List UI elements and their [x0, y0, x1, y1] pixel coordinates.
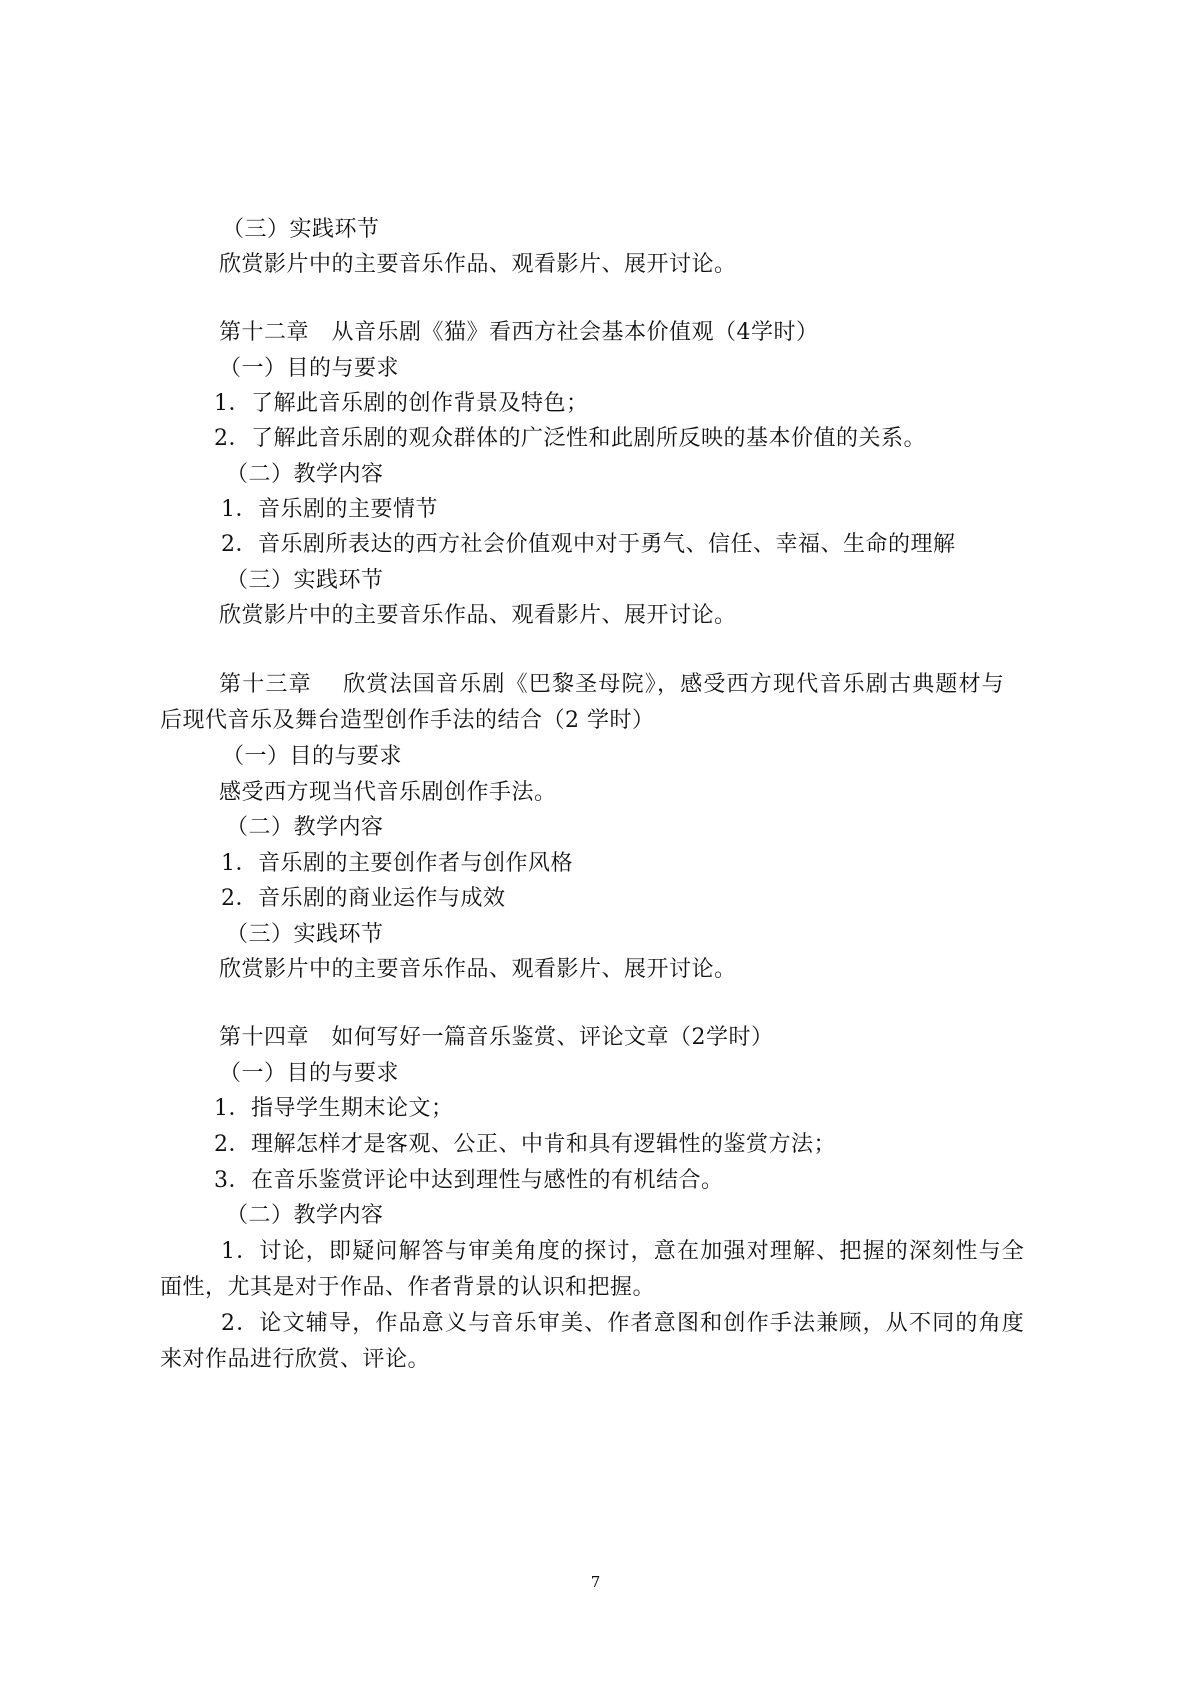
section-heading: （二）教学内容 [226, 1203, 384, 1228]
body-line: 1．音乐剧的主要创作者与创作风格 [221, 851, 573, 876]
body-line: 2．理解怎样才是客观、公正、中肯和具有逻辑性的鉴赏方法； [214, 1132, 836, 1157]
page-number: 7 [590, 1573, 601, 1591]
body-line: 欣赏影片中的主要音乐作品、观看影片、展开讨论。 [219, 957, 737, 982]
body-line: 欣赏影片中的主要音乐作品、观看影片、展开讨论。 [219, 603, 737, 628]
body-line: 3．在音乐鉴赏评论中达到理性与感性的有机结合。 [214, 1168, 724, 1193]
section-heading: （三）实践环节 [226, 568, 384, 593]
body-line: 1．了解此音乐剧的创作背景及特色； [214, 391, 589, 416]
chapter-title-continued: 后现代音乐及舞台造型创作手法的结合（2 学时） [160, 708, 655, 733]
body-line: 感受西方现当代音乐剧创作手法。 [219, 780, 557, 805]
body-line: 1．讨论，即疑问解答与审美角度的探讨，意在加强对理解、把握的深刻性与全 [221, 1239, 1025, 1264]
body-line: 2．了解此音乐剧的观众群体的广泛性和此剧所反映的基本价值的关系。 [214, 426, 926, 451]
chapter-title: 第十三章 欣赏法国音乐剧《巴黎圣母院》，感受西方现代音乐剧古典题材与 [219, 672, 1005, 697]
body-line: 2．音乐剧的商业运作与成效 [221, 886, 506, 911]
body-line: 欣赏影片中的主要音乐作品、观看影片、展开讨论。 [219, 252, 737, 277]
chapter-title: 第十二章 从音乐剧《猫》看西方社会基本价值观（4学时） [219, 320, 819, 345]
body-line: 1．指导学生期末论文； [214, 1096, 454, 1121]
chapter-title: 第十四章 如何写好一篇音乐鉴赏、评论文章（2学时） [219, 1025, 774, 1050]
section-heading: （三）实践环节 [226, 922, 384, 947]
section-heading: （一）目的与要求 [219, 356, 400, 381]
section-heading: （二）教学内容 [226, 815, 384, 840]
body-line: 2．音乐剧所表达的西方社会价值观中对于勇气、信任、幸福、生命的理解 [221, 532, 956, 557]
body-line: 2．论文辅导，作品意义与音乐审美、作者意图和创作手法兼顾，从不同的角度 [221, 1311, 1025, 1336]
section-heading: （一）目的与要求 [219, 1061, 400, 1086]
body-line-continued: 面性，尤其是对于作品、作者背景的认识和把握。 [160, 1275, 656, 1300]
section-heading: （一）目的与要求 [222, 744, 403, 769]
section-heading: （二）教学内容 [226, 462, 384, 487]
body-line-continued: 来对作品进行欣赏、评论。 [160, 1347, 431, 1372]
body-line: 1．音乐剧的主要情节 [221, 497, 438, 522]
section-heading: （三）实践环节 [222, 217, 380, 242]
